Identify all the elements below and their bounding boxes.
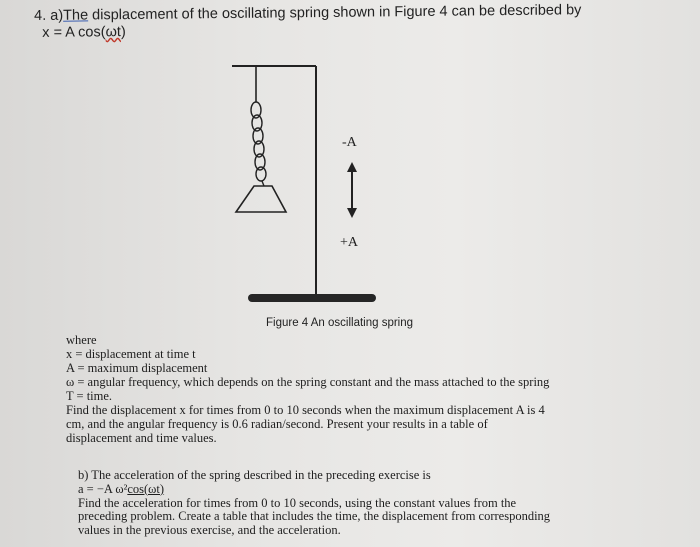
support-base xyxy=(248,294,376,302)
part-b-line-3: Find the acceleration for times from 0 to 10 seconds, using the constant values from the xyxy=(78,495,517,510)
spring-coils xyxy=(251,102,266,181)
question-number: 4. xyxy=(34,7,47,24)
spring-figure xyxy=(224,60,392,308)
spring-diagram xyxy=(224,60,392,308)
arrow-head-down xyxy=(347,208,357,218)
figure-caption: Figure 4 An oscillating spring xyxy=(266,317,414,329)
formula-suffix: ) xyxy=(120,24,126,41)
part-word: The xyxy=(63,7,89,24)
arrow-head-up xyxy=(347,162,357,172)
formula-argument: ωt xyxy=(105,24,121,41)
acceleration-formula xyxy=(78,483,638,497)
part-b-line-1: b) The acceleration of the spring described in the preceding exercise is xyxy=(78,468,431,482)
omega-definition: ω = angular frequency, which depends on the spring constant and the mass attached to the spring xyxy=(66,375,550,389)
part-label: a) xyxy=(50,7,64,24)
task-line-3: displacement and time values. xyxy=(66,431,217,445)
formula-prefix: x = A cos( xyxy=(42,24,106,41)
part-b-line-5: values in the previous exercise, and the acceleration. xyxy=(78,523,341,538)
part-b-block xyxy=(78,469,638,538)
task-line-1: Find the displacement x for times from 0 to 10 seconds when the maximum displacement A is 4 xyxy=(66,403,545,417)
acceleration-formula-cos: cos(ωt) xyxy=(127,481,165,496)
a-definition: A = maximum displacement xyxy=(66,361,208,375)
mass-block xyxy=(236,186,286,212)
x-definition: x = displacement at time t xyxy=(66,347,196,361)
t-definition: T = time. xyxy=(66,389,113,403)
intro-text: displacement of the oscillating spring shown in Figure 4 can be described by xyxy=(88,2,582,24)
where-label: where xyxy=(66,333,97,347)
task-line-2: cm, and the angular frequency is 0.6 radian/second. Present your results in a table of xyxy=(66,417,488,431)
definitions-block xyxy=(66,333,646,445)
label-plus-a: +A xyxy=(340,235,359,250)
question-header xyxy=(34,2,582,42)
part-b-line-4: preceding problem. Create a table that includes the time, the displacement from corresponding xyxy=(78,509,551,524)
label-minus-a: -A xyxy=(342,135,357,150)
acceleration-formula-prefix: a = −A ω² xyxy=(78,481,128,496)
